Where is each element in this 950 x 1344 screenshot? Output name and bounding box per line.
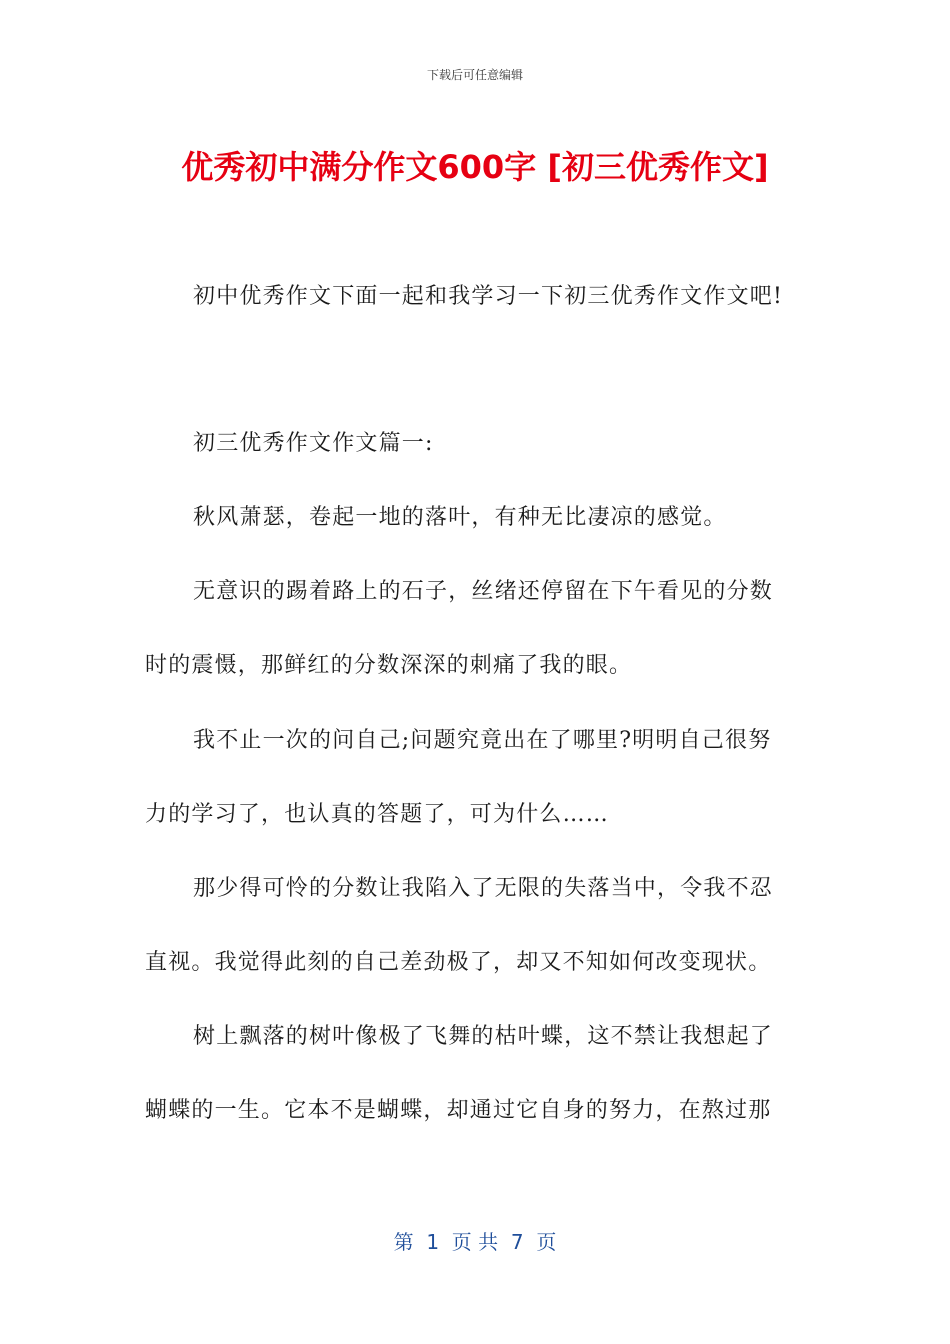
- header-note: 下载后可任意编辑: [426, 68, 523, 82]
- paragraph-line: 秋风萧瑟，卷起一地的落叶，有种无比凄凉的感觉。: [193, 505, 727, 530]
- paragraph-line: 直视。我觉得此刻的自己差劲极了，却又不知如何改变现状。: [145, 950, 772, 975]
- paragraph-line: 力的学习了，也认真的答题了，可为什么……: [145, 802, 610, 827]
- paragraph-line: 我不止一次的问自己;问题究竟出在了哪里?明明自己很努: [193, 728, 772, 753]
- paragraph-line: 无意识的踢着路上的石子，丝绪还停留在下午看见的分数: [193, 579, 774, 604]
- document-title: 优秀初中满分作文600字 [初三优秀作文]: [181, 148, 769, 186]
- page-footer-pagination: 第 1 页 共 7 页: [393, 1230, 557, 1254]
- section-heading: 初三优秀作文作文篇一:: [193, 431, 434, 456]
- paragraph-line: 树上飘落的树叶像极了飞舞的枯叶蝶，这不禁让我想起了: [193, 1024, 774, 1049]
- paragraph-line: 时的震慑，那鲜红的分数深深的刺痛了我的眼。: [145, 653, 633, 678]
- paragraph-line: 蝴蝶的一生。它本不是蝴蝶，却通过它自身的努力，在熬过那: [145, 1098, 772, 1123]
- paragraph-line: 那少得可怜的分数让我陷入了无限的失落当中，令我不忍: [193, 876, 774, 901]
- paragraph-intro: 初中优秀作文下面一起和我学习一下初三优秀作文作文吧!: [193, 284, 784, 309]
